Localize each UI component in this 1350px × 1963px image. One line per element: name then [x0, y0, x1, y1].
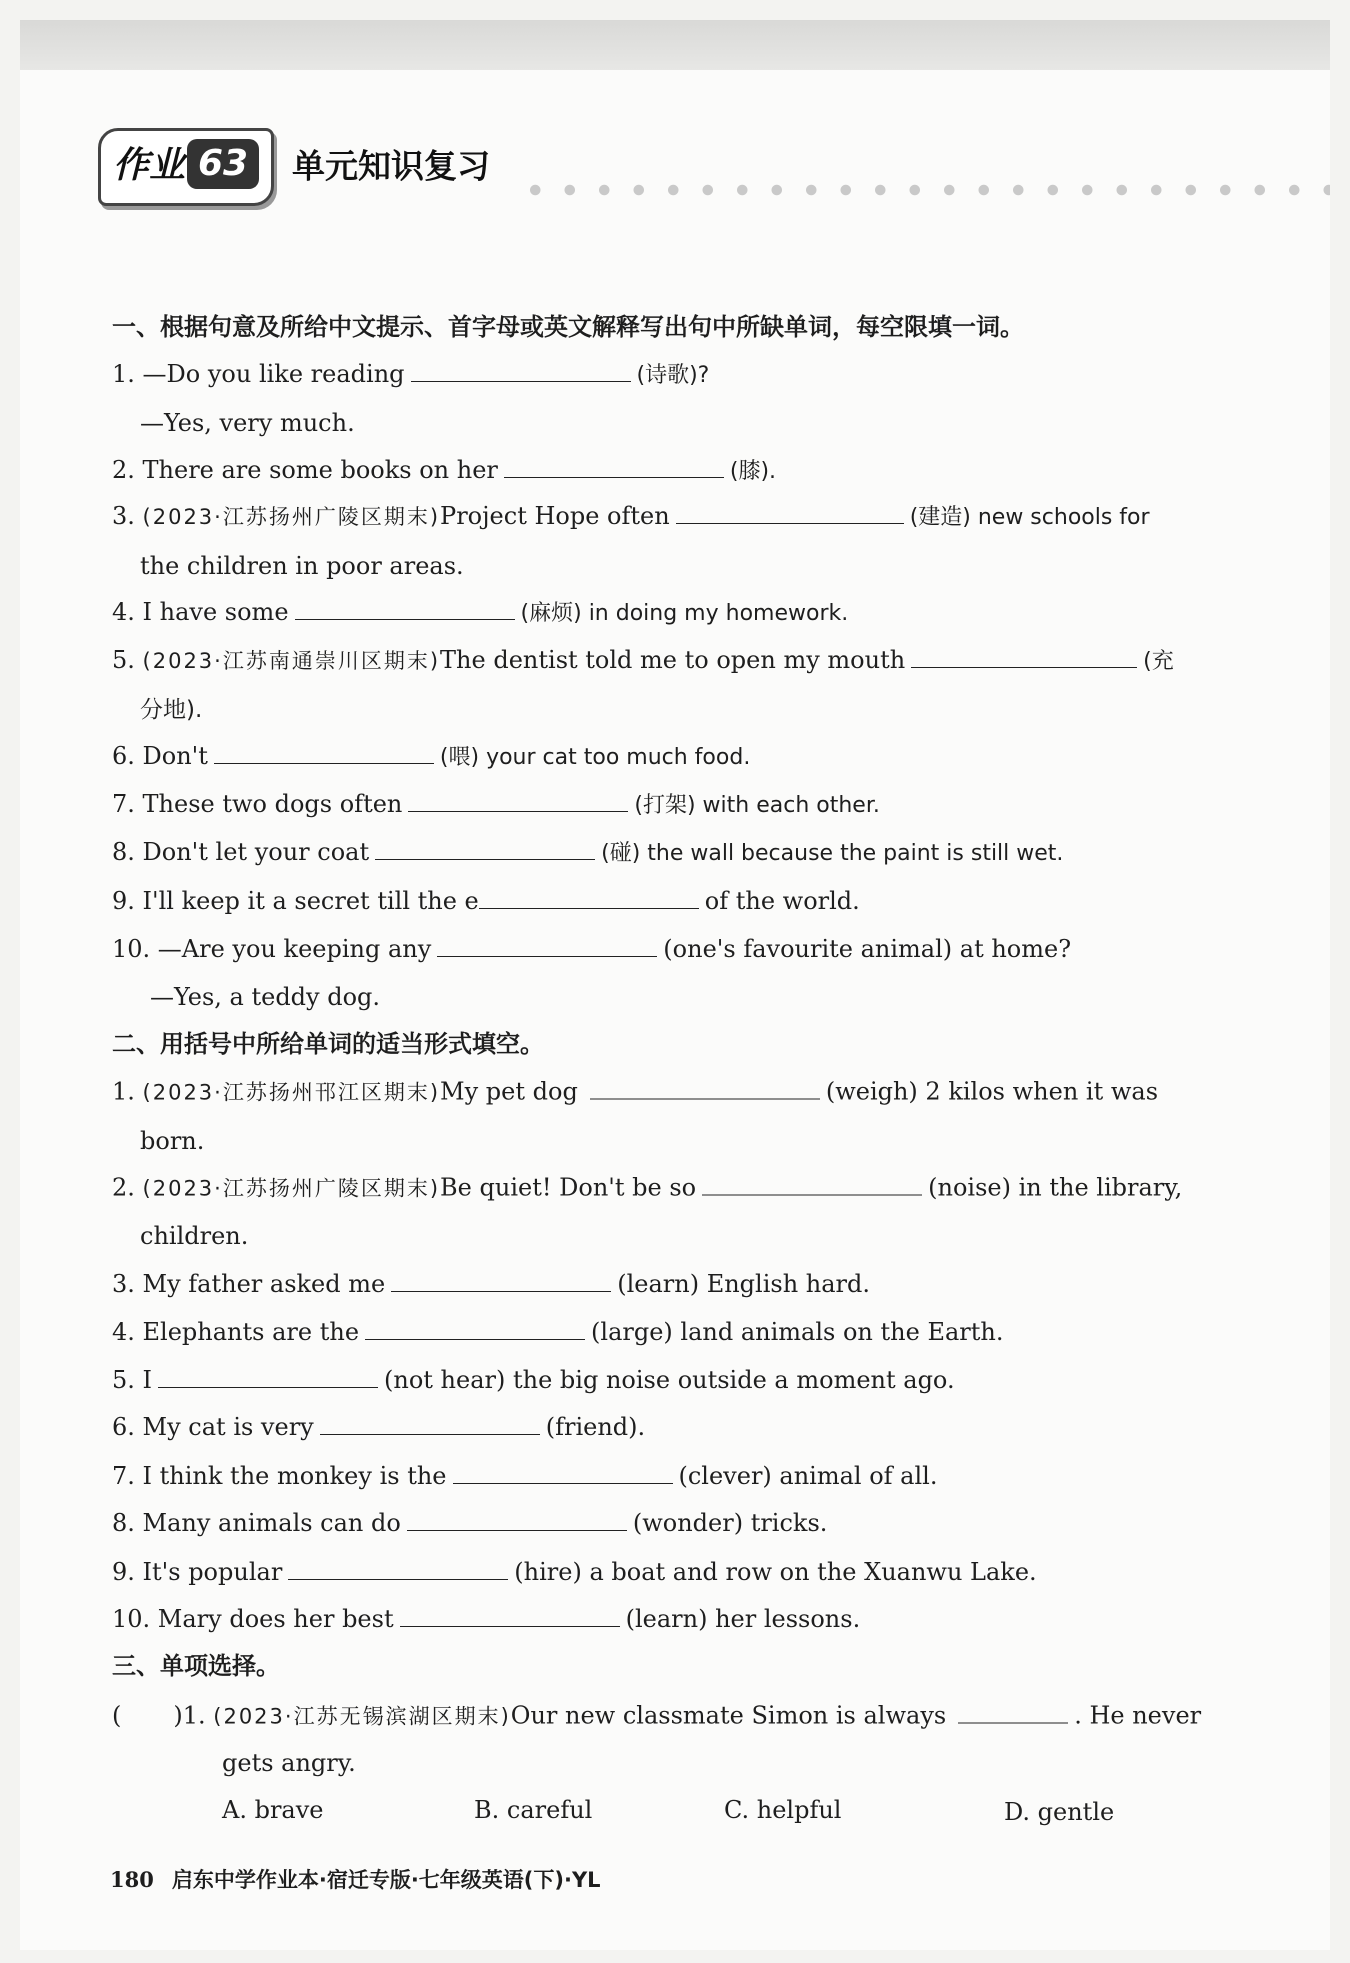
s1-question-10-reply: —Yes, a teddy dog.	[150, 983, 381, 1011]
answer-blank[interactable]	[437, 936, 657, 957]
s1-question-6	[112, 741, 750, 773]
s2-q1-source: (2023·江苏扬州邗江区期末)	[142, 1080, 441, 1105]
answer-blank[interactable]	[911, 647, 1137, 668]
s1-question-5-cont: 分地).	[140, 697, 203, 723]
s2-question-1	[112, 1077, 1158, 1108]
s2-q8-hint: (wonder) tricks.	[632, 1509, 828, 1537]
s2-question-2	[112, 1173, 1182, 1204]
answer-blank[interactable]	[158, 1367, 378, 1388]
s1-q4-hint: (麻烦) in doing my homework.	[520, 601, 849, 626]
s2-q5-hint: (not hear) the big noise outside a moment ago.	[384, 1366, 955, 1394]
page-footer	[110, 1864, 601, 1894]
s1-q3-number: 3.	[112, 502, 143, 530]
answer-blank[interactable]	[214, 743, 434, 764]
s1-q3-text: Project Hope often	[440, 502, 670, 530]
s2-q6-hint: (friend).	[545, 1413, 646, 1441]
answer-blank[interactable]	[320, 1414, 540, 1435]
s1-question-3	[112, 501, 1150, 533]
section1-heading: 一、根据句意及所给中文提示、首字母或英文解释写出句中所缺单词，每空限填一词。	[112, 313, 1024, 341]
s1-q4-text: 4. I have some	[112, 598, 289, 626]
s1-q1-text: 1. —Do you like reading	[112, 360, 405, 388]
s1-question-5	[112, 645, 1174, 677]
s2-q7-hint: (clever) animal of all.	[678, 1462, 938, 1490]
s2-q2-number: 2.	[112, 1173, 143, 1202]
s3-question-1	[112, 1701, 1201, 1732]
homework-badge-number: 63	[187, 139, 259, 189]
answer-blank[interactable]	[365, 1319, 585, 1340]
s1-q9-text: 9. I'll keep it a secret till the e	[112, 887, 479, 915]
s2-q4-text: 4. Elephants are the	[112, 1318, 360, 1346]
s2-q5-text: 5. I	[112, 1366, 153, 1394]
s1-question-8	[112, 837, 1063, 869]
section3-heading: 三、单项选择。	[112, 1652, 280, 1680]
answer-blank[interactable]	[958, 1703, 1068, 1724]
answer-blank[interactable]	[453, 1463, 673, 1484]
s1-question-10	[112, 934, 1071, 964]
s3-q1-answer-paren-open[interactable]: (	[112, 1701, 122, 1730]
s1-q5-source: (2023·江苏南通崇川区期末)	[142, 649, 441, 673]
s2-q7-text: 7. I think the monkey is the	[112, 1462, 447, 1490]
option-b[interactable]: B. careful	[474, 1796, 593, 1824]
answer-blank[interactable]	[391, 1271, 611, 1292]
s1-q1-hint: (诗歌)?	[636, 363, 710, 388]
homework-badge-word: 作业	[113, 145, 186, 186]
answer-blank[interactable]	[408, 791, 628, 812]
s1-q6-hint: (喂) your cat too much food.	[439, 745, 751, 770]
s2-q6-text: 6. My cat is very	[112, 1413, 314, 1441]
answer-blank[interactable]	[590, 1079, 820, 1100]
answer-blank[interactable]	[288, 1559, 508, 1580]
s2-question-9	[112, 1557, 1037, 1587]
s1-question-1-reply: —Yes, very much.	[140, 409, 355, 437]
s1-question-7	[112, 789, 880, 821]
option-d[interactable]: D. gentle	[1004, 1798, 1115, 1826]
answer-blank[interactable]	[375, 839, 595, 860]
s2-q1-text: My pet dog	[440, 1077, 578, 1106]
dotted-divider	[518, 184, 1330, 196]
s1-question-3-cont: the children in poor areas.	[140, 552, 464, 580]
homework-badge	[98, 128, 274, 206]
s2-q9-hint: (hire) a boat and row on the Xuanwu Lake.	[514, 1558, 1037, 1586]
answer-blank[interactable]	[676, 503, 904, 524]
s2-question-2-cont: children.	[140, 1222, 249, 1250]
book-title: 启东中学作业本·宿迁专版·七年级英语(下)·YL	[171, 1868, 601, 1892]
s2-q3-text: 3. My father asked me	[112, 1270, 386, 1298]
s2-q2-source: (2023·江苏扬州广陵区期末)	[142, 1176, 441, 1201]
s2-q9-text: 9. It's popular	[112, 1558, 283, 1586]
option-c[interactable]: C. helpful	[724, 1796, 842, 1824]
s1-q2-text: 2. There are some books on her	[112, 456, 498, 484]
s1-q9-hint: of the world.	[704, 887, 860, 915]
s2-question-3	[112, 1269, 870, 1299]
answer-blank[interactable]	[504, 457, 724, 478]
s2-q2-text: Be quiet! Don't be so	[440, 1173, 697, 1202]
s1-q8-hint: (碰) the wall because the paint is still wet.	[601, 841, 1064, 866]
s1-q7-hint: (打架) with each other.	[634, 793, 880, 818]
s1-question-9	[112, 886, 860, 916]
s1-q10-text: 10. —Are you keeping any	[112, 935, 432, 963]
s2-q2-hint: (noise) in the library,	[928, 1173, 1183, 1202]
s1-q7-text: 7. These two dogs often	[112, 790, 403, 818]
s2-q4-hint: (large) land animals on the Earth.	[591, 1318, 1004, 1346]
s2-q1-number: 1.	[112, 1077, 143, 1106]
s1-q8-text: 8. Don't let your coat	[112, 838, 370, 866]
s1-q6-text: 6. Don't	[112, 742, 208, 770]
s2-question-6	[112, 1412, 645, 1442]
s3-q1-number: )1.	[173, 1701, 214, 1730]
answer-blank[interactable]	[295, 599, 515, 620]
s2-question-5	[112, 1365, 955, 1395]
s2-q3-hint: (learn) English hard.	[617, 1270, 871, 1298]
s1-q5-number: 5.	[112, 646, 143, 674]
s2-question-1-cont: born.	[140, 1127, 205, 1155]
s3-q1-tail: . He never	[1074, 1701, 1202, 1730]
s3-q1-source: (2023·江苏无锡滨湖区期末)	[213, 1704, 511, 1729]
s3-q1-text: Our new classmate Simon is always	[510, 1701, 947, 1730]
s2-question-4	[112, 1317, 1003, 1347]
s1-q3-hint: (建造) new schools for	[909, 505, 1150, 530]
s2-q10-text: 10. Mary does her best	[112, 1605, 394, 1633]
section2-heading: 二、用括号中所给单词的适当形式填空。	[112, 1030, 544, 1058]
s2-question-8	[112, 1508, 827, 1538]
s1-q2-hint: (膝).	[729, 459, 777, 484]
s3-question-1-cont: gets angry.	[222, 1749, 356, 1777]
s2-question-10	[112, 1604, 860, 1634]
s1-q5-hint: (充	[1143, 649, 1174, 674]
page-title: 单元知识复习	[292, 146, 490, 186]
s1-q3-source: (2023·江苏扬州广陵区期末)	[142, 505, 441, 529]
option-a[interactable]: A. brave	[222, 1796, 324, 1824]
s1-q5-text: The dentist told me to open my mouth	[440, 646, 906, 674]
s2-question-7	[112, 1461, 937, 1491]
s1-question-1	[112, 359, 709, 391]
s2-q1-hint: (weigh) 2 kilos when it was	[825, 1077, 1159, 1106]
answer-blank[interactable]	[407, 1510, 627, 1531]
answer-blank[interactable]	[400, 1606, 620, 1627]
s1-question-4	[112, 597, 848, 629]
s1-question-2	[112, 455, 776, 487]
s1-q10-hint: (one's favourite animal) at home?	[663, 935, 1072, 963]
s2-q10-hint: (learn) her lessons.	[625, 1605, 861, 1633]
answer-blank[interactable]	[702, 1175, 922, 1196]
page-number: 180	[110, 1867, 154, 1892]
scan-top-band	[20, 20, 1330, 70]
answer-blank[interactable]	[411, 361, 631, 382]
answer-blank[interactable]	[479, 888, 699, 909]
s2-q8-text: 8. Many animals can do	[112, 1509, 401, 1537]
